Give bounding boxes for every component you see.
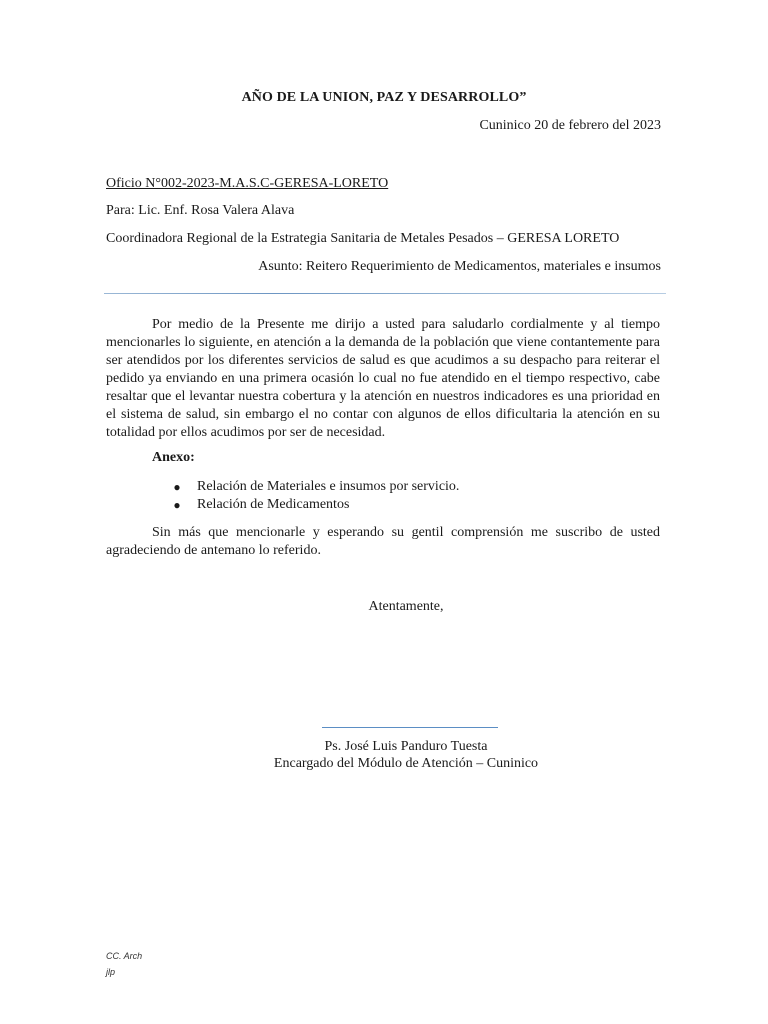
recipient-line: Para: Lic. Enf. Rosa Valera Alava [106, 203, 295, 218]
signature-line [322, 727, 498, 728]
annex-item-label: Relación de Materiales e insumos por servicio. [197, 479, 460, 494]
header-divider [104, 293, 666, 294]
bullet-icon: ● [173, 498, 181, 512]
body-paragraph-2: Sin más que mencionarle y esperando su gentil comprensión me suscribo de usted agradeciendo de antemano lo referido. [106, 525, 660, 558]
subject-line: Asunto: Reitero Requerimiento de Medicamentos, materiales e insumos [258, 259, 661, 274]
signer-role: Encargado del Módulo de Atención – Cuninico [273, 756, 539, 771]
bullet-icon: ● [173, 480, 181, 494]
year-heading: AÑO DE LA UNION, PAZ Y DESARROLLO” [241, 90, 527, 105]
annex-item [172, 478, 459, 496]
annex-list [172, 478, 459, 514]
closing: Atentamente, [368, 599, 444, 614]
footer-cc: CC. Arch [106, 951, 143, 961]
recipient-title: Coordinadora Regional de la Estrategia Sanitaria de Metales Pesados – GERESA LORETO [106, 231, 620, 246]
letter-date: Cuninico 20 de febrero del 2023 [479, 118, 661, 133]
annex-title: Anexo: [152, 450, 195, 465]
footer-initials: jlp [106, 967, 116, 977]
body-paragraph-1: Por medio de la Presente me dirijo a usted para saludarlo cordialmente y al tiempo mencionarles lo siguiente, en atención a la demanda de la población que viene contantemente para ser atendidos por los diferentes servicios de salud es que acudimos a su despacho para reiterar el pedido ya enviando en una primera ocasión lo cual no fue atendido en el tiempo respectivo, cabe resaltar que el levantar nuestra cobertura y la atención en nuestros indicadores es una prioridad en el sistema de salud, sin embargo el no contar con algunos de ellos dificultaria la atención en su totalidad por ellos acudimos por ser de necesidad. [106, 317, 660, 440]
annex-item [172, 496, 459, 514]
signer-name: Ps. José Luis Panduro Tuesta [324, 739, 488, 754]
annex-item-label: Relación de Medicamentos [197, 497, 350, 512]
oficio-number: Oficio N°002-2023-M.A.S.C-GERESA-LORETO [106, 176, 389, 191]
